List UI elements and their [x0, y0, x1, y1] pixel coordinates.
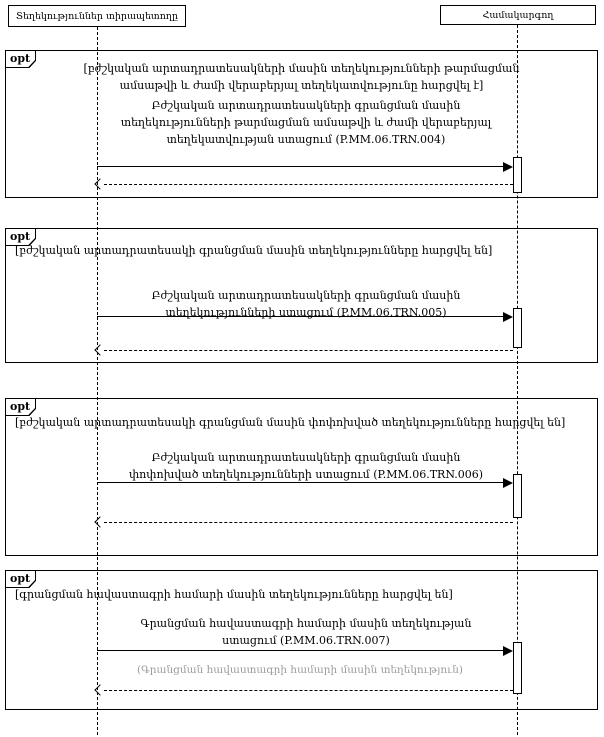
- return-arrow: [104, 690, 513, 691]
- guard-condition: [6, 60, 597, 94]
- opt-fragment-2: [5, 228, 598, 363]
- message-arrow: [97, 650, 503, 651]
- message-label: [96, 97, 516, 148]
- guard-condition: [15, 586, 453, 603]
- actor-coordinator: [440, 5, 596, 25]
- message-line: տեղեկությունների ստացում (P.MM.06.TRN.005): [165, 306, 447, 319]
- return-arrow: [104, 184, 513, 185]
- opt-fragment-1: [5, 50, 598, 198]
- fragment-operator-label: opt: [10, 52, 31, 65]
- message-label: [96, 449, 516, 483]
- return-arrow: [104, 350, 513, 351]
- return-arrow: [104, 522, 513, 523]
- arrowhead-icon: [503, 478, 513, 488]
- message-line: ստացում (P.MM.06.TRN.007): [222, 634, 390, 647]
- guard-line: [բժշկական արտադրատեսակի գրանցման մասին տեղեկությունները հարցվել են]: [15, 244, 493, 257]
- guard-line: ամսաթվի և ժամի վերաբերյալ տեղեկատվությունը հարցվել է]: [119, 79, 484, 92]
- activation-bar: [513, 308, 522, 348]
- message-arrow: [97, 482, 503, 483]
- message-line: տեղեկությունների թարմացման ամսաթվի և ժամի վերաբերյալ: [120, 116, 492, 129]
- guard-line: [գրանցման հավաստագրի համարի մասին տեղեկությունները հարցվել են]: [15, 588, 453, 601]
- guard-condition: [15, 414, 565, 431]
- arrowhead-icon: [503, 162, 513, 172]
- message-arrow: [97, 316, 503, 317]
- return-message-label: (Գրանցման հավաստագրի համարի մասին տեղեկություն): [136, 664, 464, 676]
- message-line: Բժշկական արտադրատեսակների գրանցման մասին: [151, 451, 461, 464]
- guard-line: [բժշկական արտադրատեսակների մասին տեղեկությունների թարմացման: [83, 62, 520, 75]
- arrowhead-icon: [503, 646, 513, 656]
- activation-bar: [513, 157, 522, 193]
- fragment-operator-label: opt: [10, 572, 31, 585]
- message-arrow: [97, 166, 503, 167]
- message-line: Բժշկական արտադրատեսակների գրանցման մասին: [151, 289, 461, 302]
- fragment-operator-label: opt: [10, 400, 31, 413]
- message-line: փոփոխված տեղեկությունների ստացում (P.MM.06.TRN.006): [128, 468, 484, 481]
- guard-line: [բժշկական արտադրատեսակի գրանցման մասին փոփոխված տեղեկությունները հարցվել են]: [15, 416, 566, 429]
- activation-bar: [513, 642, 522, 694]
- activation-bar: [513, 474, 522, 518]
- message-line: Բժշկական արտադրատեսակների գրանցման մասին: [151, 99, 461, 112]
- actor-coordinator-label: Համակարգող: [482, 9, 554, 21]
- message-line: Գրանցման հավաստագրի համարի մասին տեղեկության: [140, 617, 472, 630]
- actor-information-holder: [8, 5, 186, 27]
- message-line: տեղեկատվության ստացում (P.MM.06.TRN.004): [166, 133, 446, 146]
- opt-fragment-3: [5, 398, 598, 556]
- guard-condition: [15, 242, 492, 259]
- fragment-operator-label: opt: [10, 230, 31, 243]
- actor-information-holder-label: Տեղեկություններ տիրապետողը: [16, 10, 178, 22]
- message-label: [96, 615, 516, 649]
- arrowhead-icon: [503, 312, 513, 322]
